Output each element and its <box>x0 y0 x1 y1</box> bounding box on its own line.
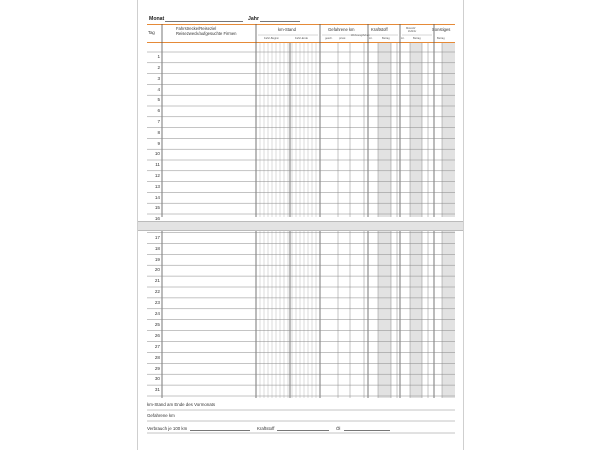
day-number: 4 <box>157 86 160 92</box>
year-label: Jahr <box>248 16 259 22</box>
col-wohnung: Wohnung/Arbeit <box>351 34 370 37</box>
col-betrag3: Betrag <box>437 37 445 40</box>
day-number: 10 <box>154 151 160 157</box>
footer-consumption: Verbrauch je 100 km <box>147 426 188 431</box>
day-number: 29 <box>154 365 160 371</box>
col-privat: privat <box>339 37 346 40</box>
day-number: 11 <box>155 162 160 168</box>
day-number: 17 <box>154 234 160 240</box>
shaded-column-1-1 <box>410 231 422 398</box>
day-number: 25 <box>154 321 160 327</box>
col-motoroel-1: Motoröl/ <box>406 27 416 30</box>
footer-km-prev: km-Stand am Ende des Vormonats <box>147 402 216 407</box>
day-number: 21 <box>154 278 160 284</box>
shaded-column-1-0 <box>378 231 391 398</box>
month-label: Monat <box>149 16 165 22</box>
day-number: 15 <box>154 205 160 211</box>
col-ltr2: Ltr. <box>401 37 405 40</box>
day-number: 30 <box>154 376 160 382</box>
col-motoroel-2: Zubhör <box>408 30 417 33</box>
footer-oil: Öl <box>336 426 341 431</box>
day-number: 9 <box>157 140 160 146</box>
day-number: 19 <box>154 256 160 262</box>
day-number: 27 <box>154 343 160 349</box>
day-number: 18 <box>154 245 160 251</box>
page-fold-gap <box>138 221 463 231</box>
day-number: 13 <box>154 183 160 189</box>
day-number: 20 <box>154 267 160 273</box>
shaded-column-0-1 <box>410 43 422 217</box>
col-route-line2: Reisezweck/aufgesuchte Firmen <box>176 31 237 36</box>
shaded-column-1-2 <box>442 231 455 398</box>
col-kraftstoff: Kraftstoff <box>371 27 388 32</box>
day-number: 5 <box>157 97 160 103</box>
day-number: 23 <box>154 300 160 306</box>
col-km-stand: km-Stand <box>278 27 296 32</box>
col-route-line1: Fahrstrecke/Reiseziel <box>176 26 217 31</box>
col-gefahrene: Gefahrene km <box>328 27 355 32</box>
shaded-column-0-2 <box>442 43 455 217</box>
footer-km-driven: Gefahrene km <box>147 413 175 418</box>
day-number: 22 <box>154 289 160 295</box>
day-number: 31 <box>154 387 160 393</box>
day-number: 28 <box>154 354 160 360</box>
day-number: 16 <box>154 216 160 222</box>
day-number: 3 <box>157 75 160 81</box>
shaded-column-0-0 <box>378 43 391 217</box>
day-number: 14 <box>154 194 160 200</box>
col-tag: Tag <box>148 30 155 35</box>
footer-fuel: Kraftstoff <box>257 426 275 431</box>
col-sonstiges: Sonstiges <box>432 27 451 32</box>
col-gesch: gesch. <box>325 37 333 40</box>
day-number: 12 <box>154 173 160 178</box>
col-ltr: Ltr. <box>369 37 373 40</box>
col-km-end: Fahrt-Ende <box>295 37 308 40</box>
fuel-field[interactable] <box>277 430 329 431</box>
day-number: 8 <box>157 129 160 135</box>
day-number: 7 <box>157 119 160 124</box>
day-number: 2 <box>157 65 160 70</box>
oil-field[interactable] <box>344 430 390 431</box>
day-number: 26 <box>154 332 160 338</box>
logbook-sheet <box>137 0 464 450</box>
col-km-start: Fahrt-Beginn <box>264 37 279 40</box>
day-number: 1 <box>157 54 160 60</box>
col-betrag2: Betrag <box>413 37 421 40</box>
consumption-field[interactable] <box>190 430 250 431</box>
day-number: 24 <box>154 311 160 316</box>
day-number: 6 <box>157 108 160 114</box>
col-betrag: Betrag <box>382 37 390 40</box>
